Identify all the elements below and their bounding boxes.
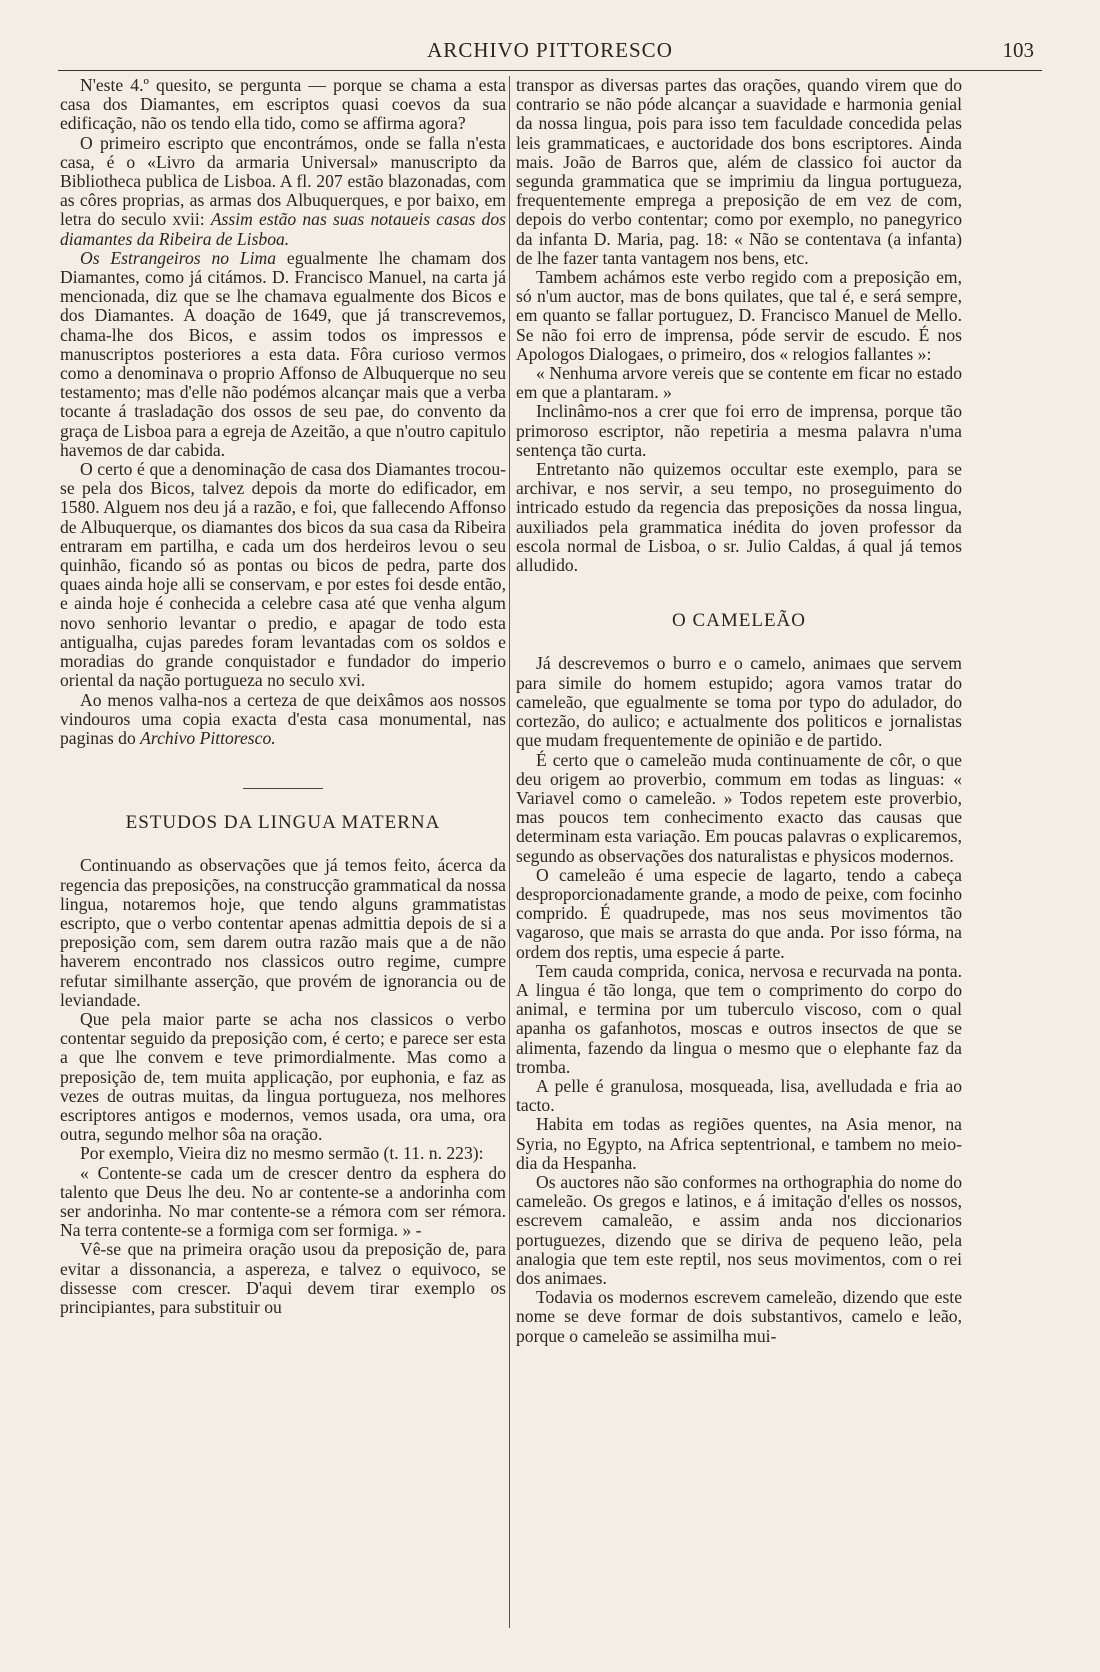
italic-quote: Assim estão nas suas notaueis casas dos diamantes da Ribeira de Lisboa. — [60, 209, 506, 249]
left-column — [60, 76, 506, 1317]
article-paragraph: É certo que o cameleão muda continuamente de côr, o que deu origem ao proverbio, commum em todas as linguas: « Variavel como o cameleão. » Todos repetem este proverbio, mas poucos tem conhecimento exacto das causas que determinam esta variação. Em poucas palavras o explicaremos, segundo as observações dos naturalistas e physicos modernos. — [516, 749, 962, 866]
article-paragraph: A pelle é granulosa, mosqueada, lisa, avelludada e fria ao tacto. — [516, 1075, 962, 1116]
quotation: « Contente-se cada um de crescer dentro da esphera do talento que Deus lhe deu. No ar contente-se a andorinha com ser andorinha. No mar contente-se a rémora com ser rémora. Na terra contente-se a formiga com ser formiga. » - — [60, 1162, 506, 1241]
article-paragraph: Por exemplo, Vieira diz no mesmo sermão (t. 11. n. 223): — [80, 1143, 484, 1164]
periodical-title: ARCHIVO PITTORESCO — [427, 38, 673, 62]
italic-title: Archivo Pittoresco. — [140, 727, 276, 748]
article-paragraph: Ao menos valha-nos a certeza de que deixâmos aos nossos vindouros uma copia exacta d'esta casa monumental, nas paginas do Archivo Pittoresco. — [60, 689, 506, 748]
section-title-estudos: ESTUDOS DA LINGUA MATERNA — [125, 812, 441, 834]
article-paragraph: Todavia os modernos escrevem cameleão, dizendo que este nome se deve formar de dois substantivos, camelo e leão, porque o cameleão se assimilha mui- — [516, 1287, 962, 1346]
italic-title: Os Estrangeiros no Lima — [80, 247, 277, 268]
article-paragraph: Continuando as observações que já temos feito, ácerca da regencia das preposições, na construcção grammatical da nossa lingua, notaremos hoje, que tendo alguns grammatistas escripto, que o verbo contentar apenas admittia depois de si a preposição com, sem darem outra razão mais que a de não haverem encontrado nos classicos outro regime, cumpre refutar similhante asserção, que provém de ignorancia ou de leviandade. — [60, 855, 506, 1010]
article-paragraph: Tem cauda comprida, conica, nervosa e recurvada na ponta. A lingua é tão longa, que tem o comprimento do corpo do animal, e termina por um tuberculo viscoso, com o qual apanha os gafanhotos, moscas e outros insectos de que se alimenta, fazendo da lingua o mesmo que o elephante faz da tromba. — [516, 960, 962, 1077]
article-paragraph: Que pela maior parte se acha nos classicos o verbo contentar seguido da preposição com, é certo; e parece ser esta a que lhe convem e teve primordialmente. Mas como a preposição de, tem muita applicação, por euphonia, e faz as vezes de outras muitas, da lingua portugueza, nos melhores escriptores antigos e modernos, vemos usada, ora uma, ora outra, segundo melhor sôa na oração. — [60, 1008, 506, 1145]
header-rule — [58, 70, 1042, 71]
article-paragraph: Habita em todas as regiões quentes, na Asia menor, na Syria, no Egypto, na Africa septentrional, e tambem no meio-dia da Hespanha. — [516, 1114, 962, 1173]
article-paragraph: O primeiro escripto que encontrámos, onde se falla n'esta casa, é o «Livro da armaria Universal» manuscripto da Bibliotheca publica de Lisboa. A fl. 207 estão blazonadas, com as côres proprias, as armas dos Albuquerques, e por baixo, em letra do seculo xvii: Assim estão nas suas notaueis casas dos diamantes da Ribeira de Lisboa. — [60, 132, 506, 249]
article-paragraph: O certo é que a denominação de casa dos Diamantes trocou-se pela dos Bicos, talvez depois da morte do edificador, em 1580. Alguem nos deu já a razão, e foi, que fallecendo Affonso de Albuquerque, os diamantes dos bicos da sua casa da Ribeira entraram em partilha, e cada um dos herdeiros levou o seu quinhão, ficando só as pontas ou bicos de pedra, parte dos quaes ainda hoje alli se conservam, e por estes foi desde então, e ainda hoje é conhecida a celebre casa até que venha algum novo senhorio levantar o predio, e apagar de todo esta antigualha, cujas paredes foram levantadas com os soldos e moradias do grande conquistador e fundador do imperio oriental da nação portugueza no seculo xvi. — [60, 459, 506, 691]
section-title-cameleao: O CAMELEÃO — [671, 610, 807, 632]
article-paragraph: Já descrevemos o burro e o camelo, animaes que servem para simile do homem estupido; agora vamos tratar do cameleão, que egualmente se toma por typo do adulador, do cortezão, do aulico; e actualmente dos politicos e jornalistas que mudam frequentemente de opinião e de partido. — [516, 653, 962, 751]
quotation: « Nenhuma arvore vereis que se contente em ficar no estado em que a plantaram. » — [516, 363, 962, 403]
article-paragraph: Vê-se que na primeira oração usou da preposição de, para evitar a dissonancia, a aspereza, e talvez o equivoco, se dissesse com crescer. D'aqui devem tirar exemplo os principiantes, para substituir ou — [60, 1239, 506, 1317]
article-paragraph: Os auctores não são conformes na orthographia do nome do cameleão. Os gregos e latinos, e á imitação d'elles os nossos, escrevem camaleão, e assim anda nos diccionarios portuguezes, dizendo que se diriva de pequeno leão, pela analogia que tem este reptil, nos seus movimentos, com o rei dos animaes. — [516, 1171, 962, 1288]
article-paragraph: Os Estrangeiros no Lima egualmente lhe chamam dos Diamantes, como já citámos. D. Francisco Manuel, na carta já mencionada, diz que se lhe chamava egualmente dos Bicos e dos Diamantes. A doação de 1649, que já transcrevemos, chama-lhe dos Bicos, e assim todos os impressos e manuscriptos posteriores a esta data. Fôra curioso vermos como a denominava o proprio Affonso de Albuquerque no seu testamento; mas d'elle não podémos alcançar mais que a verba tocante á trasladação dos ossos de seu pae, do convento da graça de Lisboa para a egreja de Azeitão, a que n'outro capitulo havemos de dar cabida. — [60, 247, 506, 460]
article-paragraph: Tambem achámos este verbo regido com a preposição em, só n'um auctor, mas de bons quilates, que tal é, e será sempre, em quanto se fallar portuguez, D. Francisco Manuel de Mello. Se não foi erro de imprensa, póde servir de escudo. É nos Apologos Dialogaes, o primeiro, dos « relogios fallantes »: — [516, 267, 962, 364]
article-paragraph: transpor as diversas partes das orações, quando virem que do contrario se não póde alcançar a suavidade e harmonia genial da nossa lingua, pois para isso tem faculdade concedida pelas leis grammaticaes, e auctoridade dos bons escriptores. Ainda mais. João de Barros que, além de classico foi auctor da segunda grammatica que se imprimiu da lingua portugueza, frequentemente emprega a preposição de em vez de com, depois do verbo contentar; como por exemplo, no panegyrico da infanta D. Maria, pag. 18: « Não se contentava (a infanta) de lhe fazer tanta vantagem nos bens, etc. — [516, 75, 962, 268]
article-paragraph: N'este 4.º quesito, se pergunta — porque se chama a esta casa dos Diamantes, em escriptos quasi coevos da sua edificação, não os tendo ella tido, como se affirma agora? — [60, 75, 506, 134]
page-number: 103 — [1002, 38, 1034, 62]
right-column — [516, 76, 962, 1346]
column-divider — [509, 76, 510, 1628]
article-paragraph: Entretanto não quizemos occultar este exemplo, para se archivar, e nos servir, a seu tempo, no proseguimento do intricado estudo da regencia das preposições da nossa lingua, auxiliados pela grammatica inédita do joven professor da escola normal de Lisboa, o sr. Julio Caldas, á qual já temos alludido. — [516, 459, 962, 576]
running-head — [58, 38, 1042, 68]
article-paragraph: O cameleão é uma especie de lagarto, tendo a cabeça desproporcionadamente grande, a modo de peixe, com focinho comprido. É quadrupede, mas nos seus movimentos tão vagaroso, que mais se arrasta do que anda. Por isso fórma, na ordem dos reptis, uma especie á parte. — [516, 864, 962, 962]
article-paragraph: Inclinâmo-nos a crer que foi erro de imprensa, porque tão primoroso escriptor, não repetiria a mesma palavra n'uma sentença tão curta. — [516, 401, 962, 460]
